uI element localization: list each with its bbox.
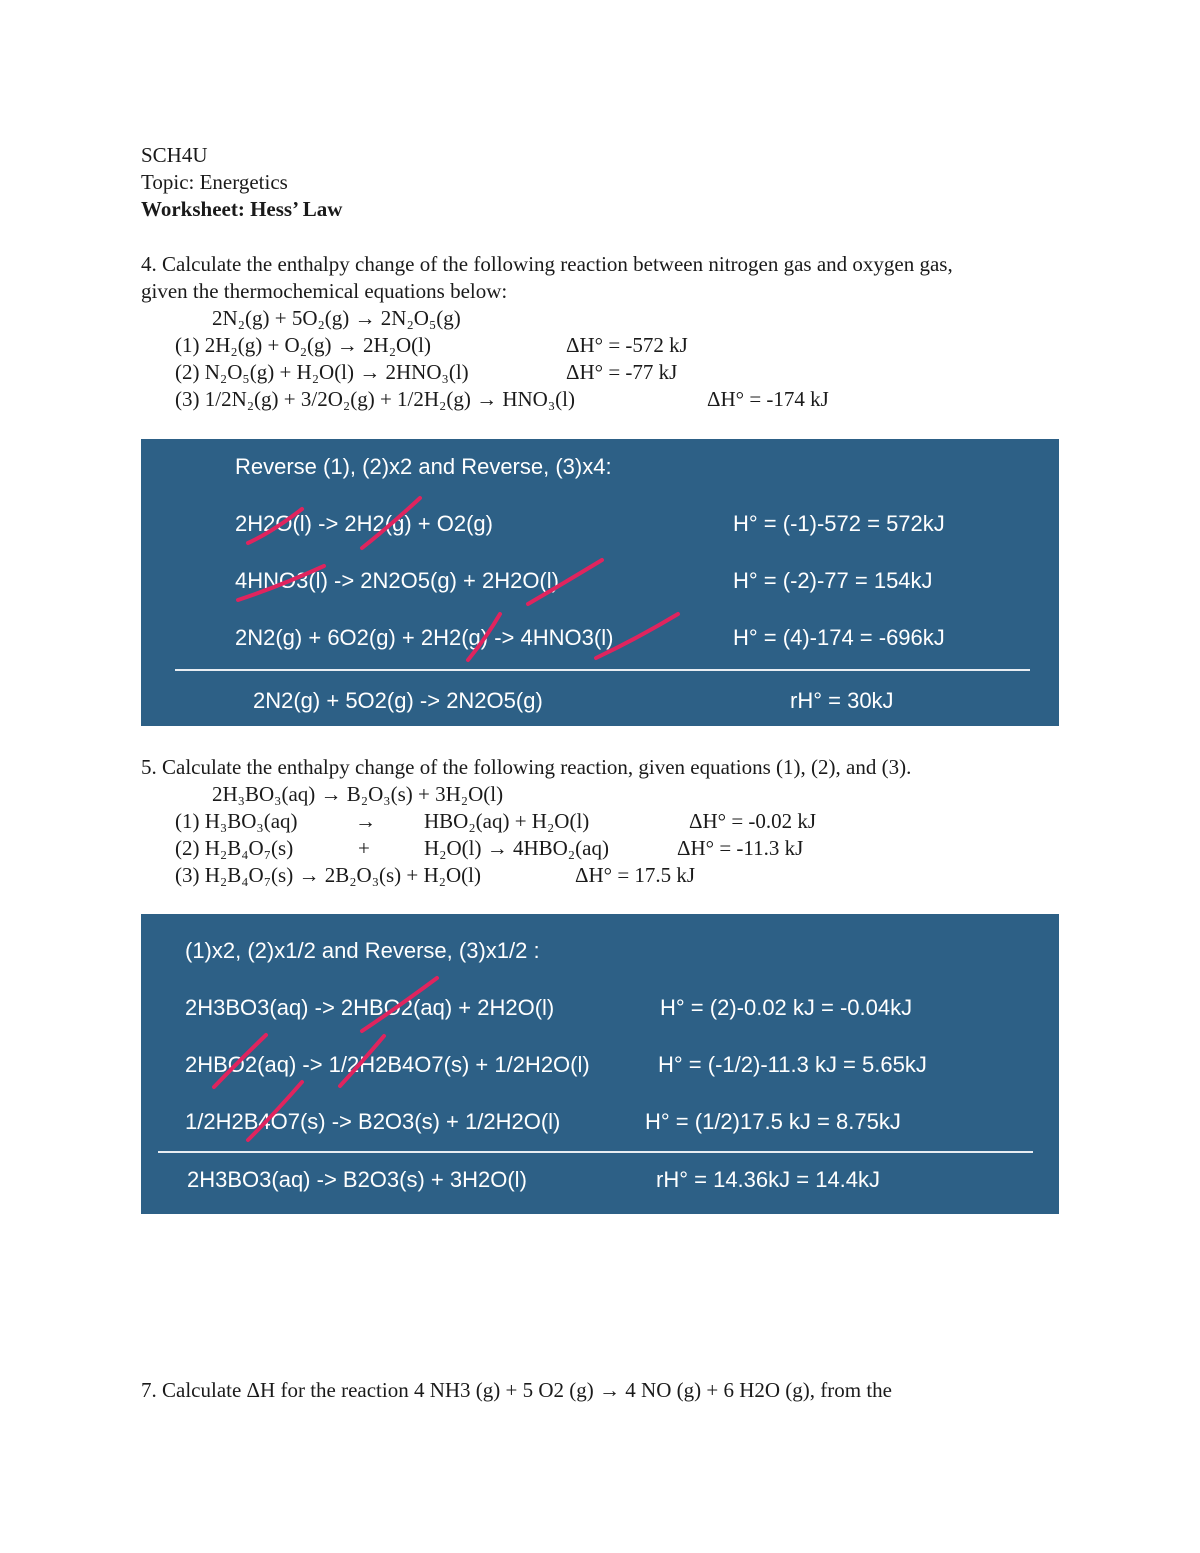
q4-equation-3-enthalpy: ΔH° = -174 kJ <box>707 387 829 411</box>
panel2-row1-enthalpy: H° = (2)-0.02 kJ = -0.04kJ <box>660 995 913 1020</box>
q4-prompt-line1: 4. Calculate the enthalpy change of the following reaction between nitrogen gas and oxygen gas, <box>141 252 953 276</box>
q4-prompt-line2: given the thermochemical equations below: <box>141 279 508 303</box>
q5-equation-1-arrow: → <box>355 809 376 833</box>
q4-solution-panel <box>141 439 1059 726</box>
panel1-row3-equation: 2N2(g) + 6O2(g) + 2H2(g) -> 4HNO3(l) <box>235 625 614 650</box>
course-code: SCH4U <box>141 143 208 167</box>
q4-equation-2-enthalpy: ΔH° = -77 kJ <box>566 360 678 384</box>
panel2-heading: (1)x2, (2)x1/2 and Reverse, (3)x1/2 : <box>185 938 540 963</box>
panel1-sum-rule <box>175 669 1030 671</box>
panel1-row1-equation: 2H2O(l) -> 2H2(g) + O2(g) <box>235 511 493 536</box>
panel1-result-equation: 2N2(g) + 5O2(g) -> 2N2O5(g) <box>253 688 543 713</box>
q4-equation-1-enthalpy: ΔH° = -572 kJ <box>566 333 688 357</box>
q5-equation-1-enthalpy: ΔH° = -0.02 kJ <box>689 809 817 833</box>
q5-target-equation: 2H₃BO₃(aq) → B₂O₃(s) + 3H₂O(l) <box>212 782 504 806</box>
q5-equation-2-enthalpy: ΔH° = -11.3 kJ <box>677 836 804 860</box>
panel2-row3-equation: 1/2H2B4O7(s) -> B2O3(s) + 1/2H2O(l) <box>185 1109 561 1134</box>
panel2-row2-equation: 2HBO2(aq) -> 1/2H2B4O7(s) + 1/2H2O(l) <box>185 1052 590 1077</box>
q5-equation-1-products: HBO₂(aq) + H₂O(l) <box>424 809 590 833</box>
panel2-row3-enthalpy: H° = (1/2)17.5 kJ = 8.75kJ <box>645 1109 901 1134</box>
panel1-result-enthalpy: rH° = 30kJ <box>790 688 894 713</box>
panel1-heading: Reverse (1), (2)x2 and Reverse, (3)x4: <box>235 454 612 479</box>
q5-solution-panel <box>141 914 1059 1214</box>
q5-equation-2-rest: H₂O(l) → 4HBO₂(aq) <box>424 836 609 860</box>
q5-equation-2-plus: + <box>358 836 370 860</box>
q7-prompt: 7. Calculate ΔH for the reaction 4 NH3 (g) + 5 O2 (g) → 4 NO (g) + 6 H2O (g), from the <box>141 1378 892 1402</box>
panel1-row2-enthalpy: H° = (-2)-77 = 154kJ <box>733 568 933 593</box>
panel2-row2-enthalpy: H° = (-1/2)-11.3 kJ = 5.65kJ <box>658 1052 927 1077</box>
q5-prompt: 5. Calculate the enthalpy change of the following reaction, given equations (1), (2), and (3). <box>141 755 912 779</box>
q4-equation-1: (1) 2H₂(g) + O₂(g) → 2H₂O(l) <box>175 333 431 357</box>
q4-target-equation: 2N₂(g) + 5O₂(g) → 2N₂O₅(g) <box>212 306 461 330</box>
panel2-result-enthalpy: rH° = 14.36kJ = 14.4kJ <box>656 1167 881 1192</box>
worksheet-title: Worksheet: Hess’ Law <box>141 197 343 221</box>
q4-equation-2: (2) N₂O₅(g) + H₂O(l) → 2HNO₃(l) <box>175 360 469 384</box>
q5-equation-3-enthalpy: ΔH° = 17.5 kJ <box>575 863 696 887</box>
panel2-sum-rule <box>158 1151 1033 1153</box>
q4-equation-3: (3) 1/2N₂(g) + 3/2O₂(g) + 1/2H₂(g) → HNO₃(l) <box>175 387 575 411</box>
panel1-row3-enthalpy: H° = (4)-174 = -696kJ <box>733 625 945 650</box>
q5-equation-3: (3) H₂B₄O₇(s) → 2B₂O₃(s) + H₂O(l) <box>175 863 481 887</box>
q5-equation-1-reactant: (1) H₃BO₃(aq) <box>175 809 298 833</box>
q5-equation-2-reactant: (2) H₂B₄O₇(s) <box>175 836 294 860</box>
topic-line: Topic: Energetics <box>141 170 288 194</box>
panel1-row2-equation: 4HNO3(l) -> 2N2O5(g) + 2H2O(l) <box>235 568 559 593</box>
panel2-result-equation: 2H3BO3(aq) -> B2O3(s) + 3H2O(l) <box>187 1167 527 1192</box>
panel1-row1-enthalpy: H° = (-1)-572 = 572kJ <box>733 511 945 536</box>
panel2-row1-equation: 2H3BO3(aq) -> 2HBO2(aq) + 2H2O(l) <box>185 995 555 1020</box>
